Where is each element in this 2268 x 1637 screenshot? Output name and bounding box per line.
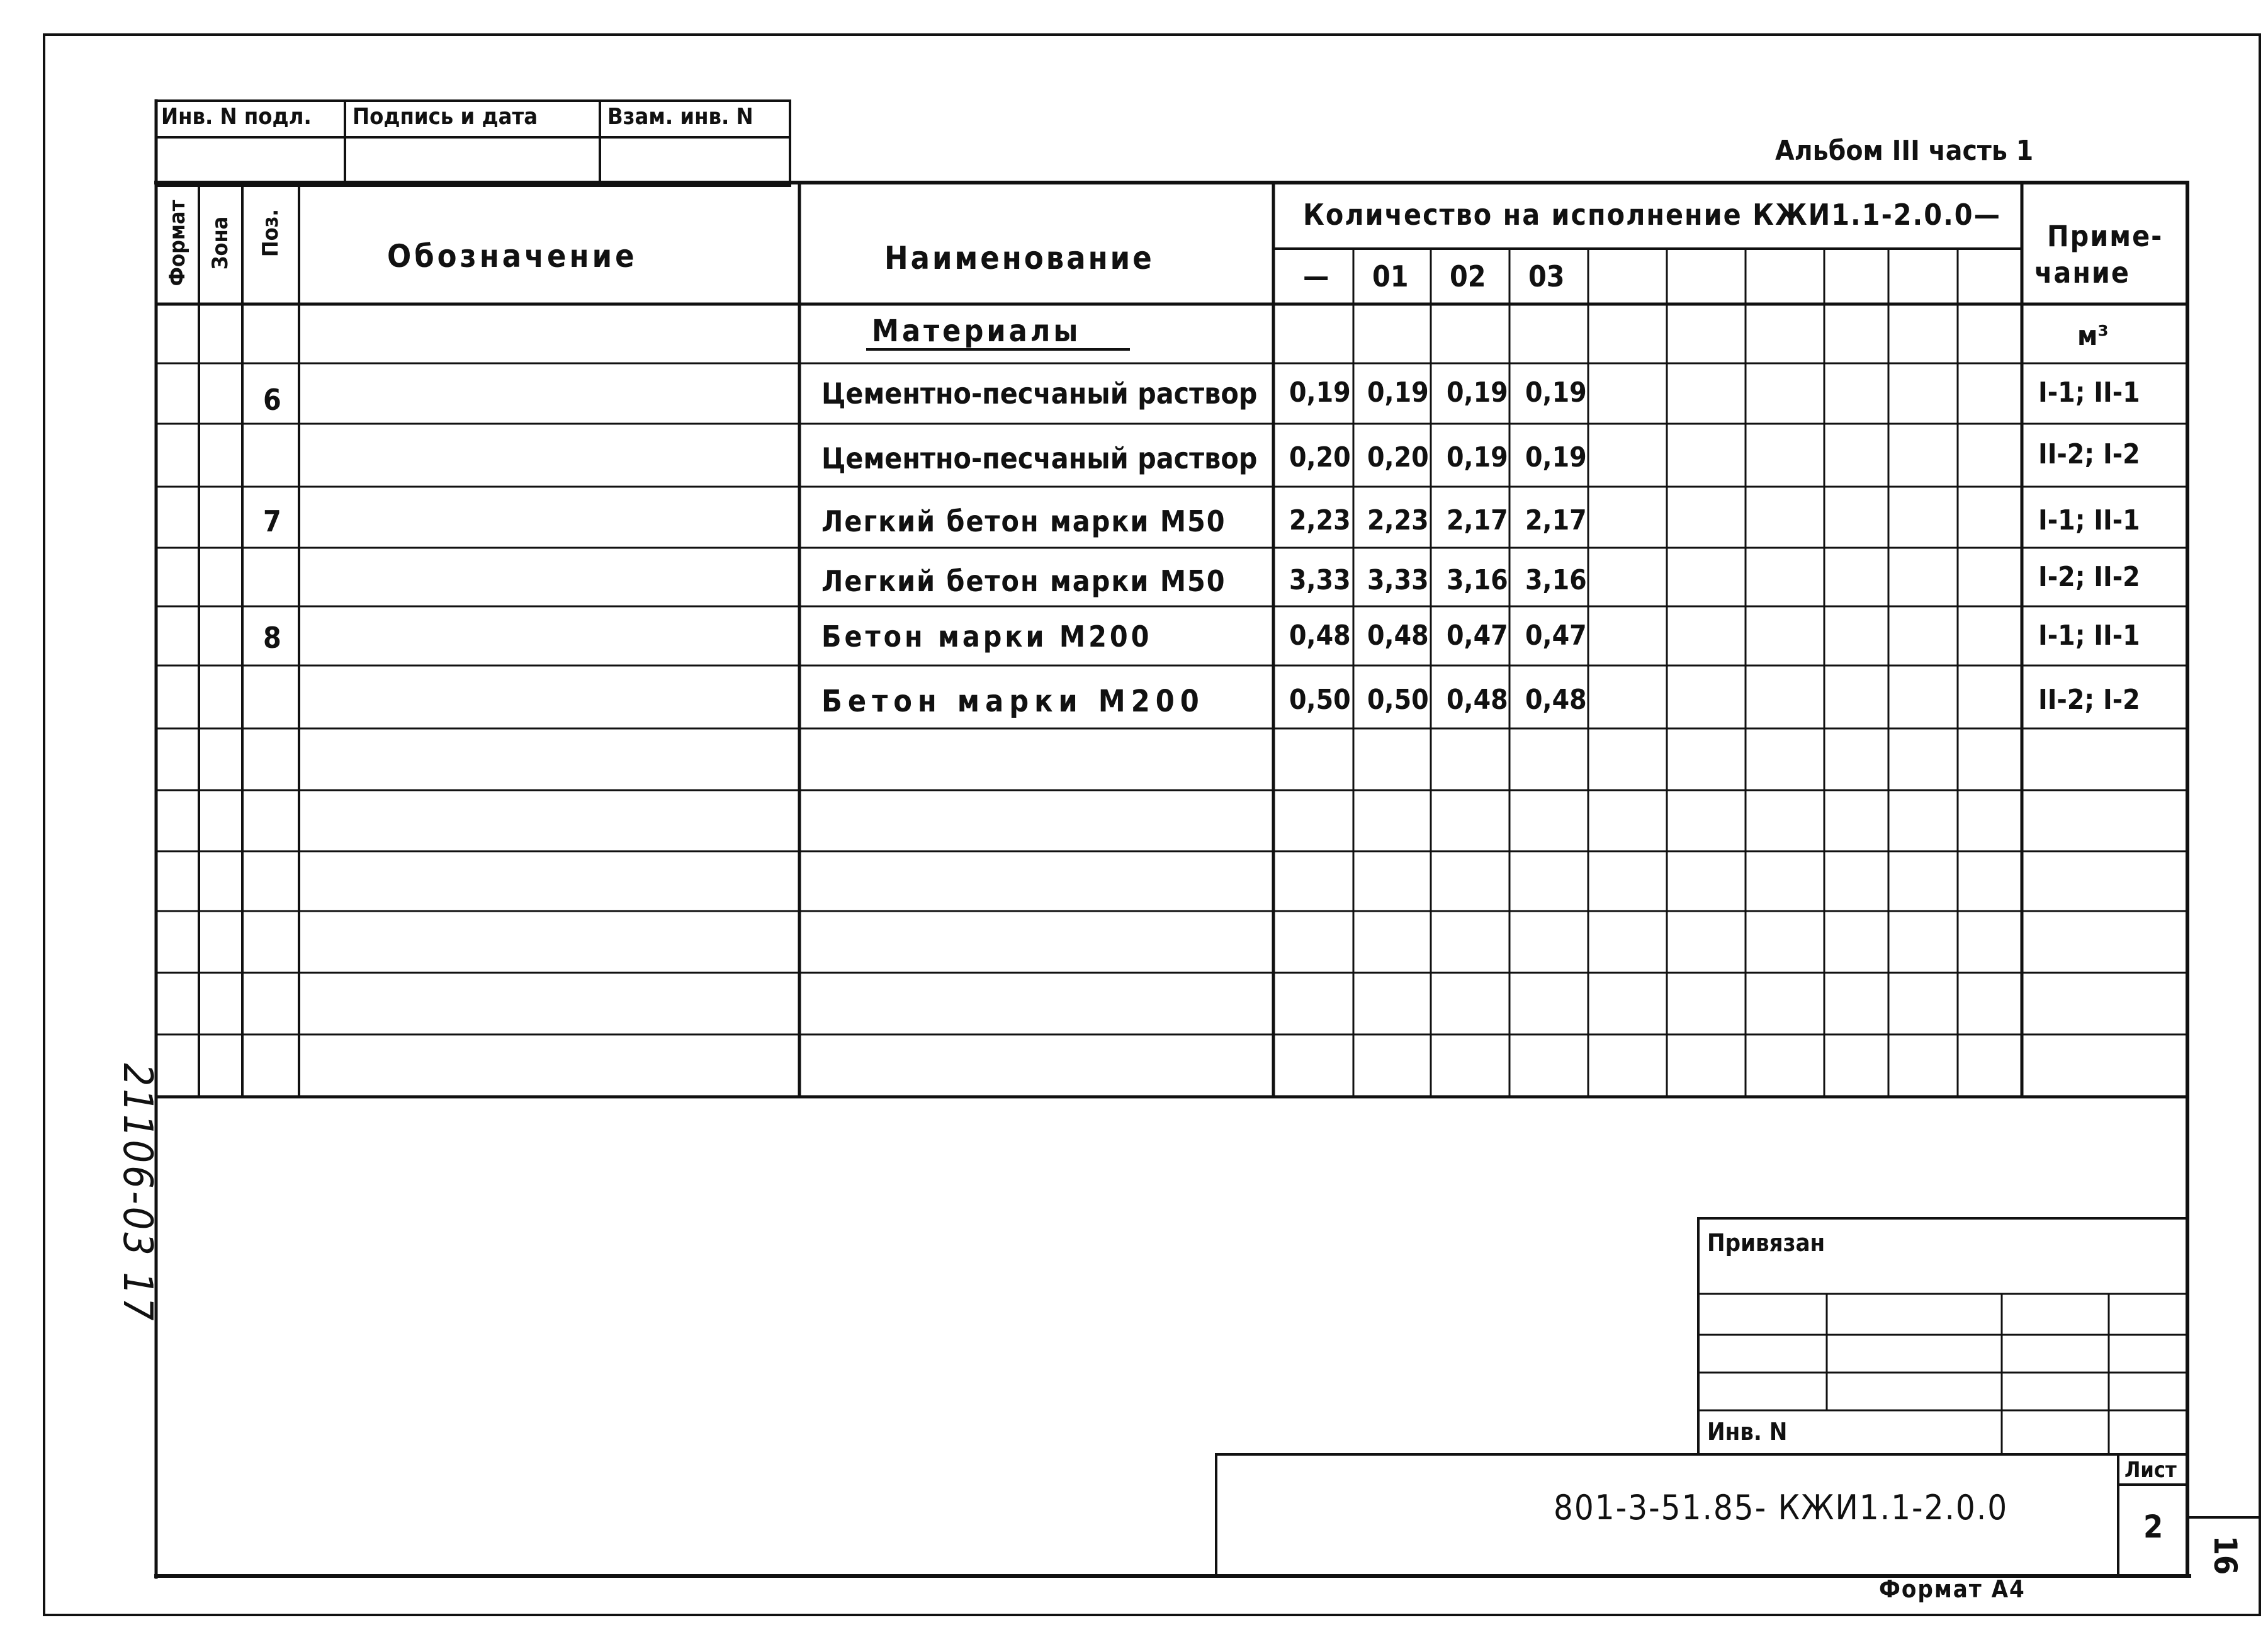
header-primechanie-1: Приме- <box>2047 219 2164 253</box>
row-4-q2: 3,16 <box>1447 564 1508 596</box>
row-3-poz: 7 <box>263 504 281 538</box>
row-1-q2: 0,19 <box>1447 377 1508 409</box>
row-6-q3: 0,48 <box>1525 684 1587 716</box>
row-3-q3: 2,17 <box>1525 504 1587 536</box>
row-6-q0: 0,50 <box>1289 684 1351 716</box>
side-archive-number: 21106-03 17 <box>114 1063 161 1323</box>
header-primechanie-2: чание <box>2034 256 2130 290</box>
row-4-note: I-2; II-2 <box>2038 561 2140 593</box>
row-6-name: Бетон марки М200 <box>821 684 1205 719</box>
header-zona: Зона <box>208 216 233 270</box>
row-5-note: I-1; II-1 <box>2038 620 2140 652</box>
row-6-q2: 0,48 <box>1447 684 1508 716</box>
row-2-q1: 0,20 <box>1367 441 1429 473</box>
header-poz: Поз. <box>258 208 283 258</box>
row-4-q1: 3,33 <box>1367 564 1429 596</box>
row-4-q0: 3,33 <box>1289 564 1351 596</box>
row-2-q3: 0,19 <box>1525 441 1587 473</box>
stamp-podpis: Подпись и дата <box>353 104 538 130</box>
row-5-poz: 8 <box>263 621 281 655</box>
list-label: Лист <box>2124 1458 2177 1483</box>
stamp-vzam: Взам. инв. N <box>607 104 753 130</box>
header-format: Формат <box>165 200 190 286</box>
row-3-note: I-1; II-1 <box>2038 504 2140 536</box>
row-1-name: Цементно-песчаный раствор <box>821 377 1258 411</box>
row-3-q2: 2,17 <box>1447 504 1508 536</box>
list-value: 2 <box>2143 1509 2164 1545</box>
section-unit: м³ <box>2077 320 2109 352</box>
row-1-q3: 0,19 <box>1525 377 1587 409</box>
stamp-inv-podl: Инв. N подл. <box>161 104 312 130</box>
header-kolichestvo: Количество на исполнение КЖИ1.1-2.0.0— <box>1303 198 2001 232</box>
header-oboznachenie: Обозначение <box>387 238 638 275</box>
row-2-name: Цементно-песчаный раствор <box>821 441 1258 475</box>
row-2-note: II-2; I-2 <box>2038 438 2140 470</box>
row-1-q0: 0,19 <box>1289 377 1351 409</box>
row-4-q3: 3,16 <box>1525 564 1587 596</box>
variant-col-0: — <box>1303 259 1329 293</box>
format-note: Формат А4 <box>1879 1575 2026 1603</box>
row-5-q0: 0,48 <box>1289 620 1351 652</box>
row-3-q0: 2,23 <box>1289 504 1351 536</box>
page-number: 16 <box>2207 1535 2243 1575</box>
row-5-q2: 0,47 <box>1447 620 1508 652</box>
section-title: Материалы <box>872 314 1081 349</box>
document-code: 801-3-51.85- КЖИ1.1-2.0.0 <box>1554 1488 2009 1527</box>
variant-col-1: 01 <box>1372 259 1409 293</box>
privyazan-label: Привязан <box>1707 1229 1825 1257</box>
row-5-q1: 0,48 <box>1367 620 1429 652</box>
row-4-name: Легкий бетон марки М50 <box>821 564 1226 598</box>
row-3-q1: 2,23 <box>1367 504 1429 536</box>
row-1-poz: 6 <box>263 383 281 417</box>
row-6-q1: 0,50 <box>1367 684 1429 716</box>
row-1-note: I-1; II-1 <box>2038 377 2140 409</box>
row-2-q0: 0,20 <box>1289 441 1351 473</box>
album-label: Альбом III часть 1 <box>1775 135 2034 167</box>
row-5-name: Бетон марки М200 <box>821 620 1153 654</box>
row-2-q2: 0,19 <box>1447 441 1508 473</box>
header-naimenovanie: Наименование <box>884 240 1154 276</box>
row-5-q3: 0,47 <box>1525 620 1587 652</box>
row-3-name: Легкий бетон марки М50 <box>821 504 1226 538</box>
row-6-note: II-2; I-2 <box>2038 684 2140 716</box>
inv-n-label: Инв. N <box>1707 1418 1788 1446</box>
row-1-q1: 0,19 <box>1367 377 1429 409</box>
variant-col-2: 02 <box>1450 259 1486 293</box>
variant-col-3: 03 <box>1528 259 1565 293</box>
